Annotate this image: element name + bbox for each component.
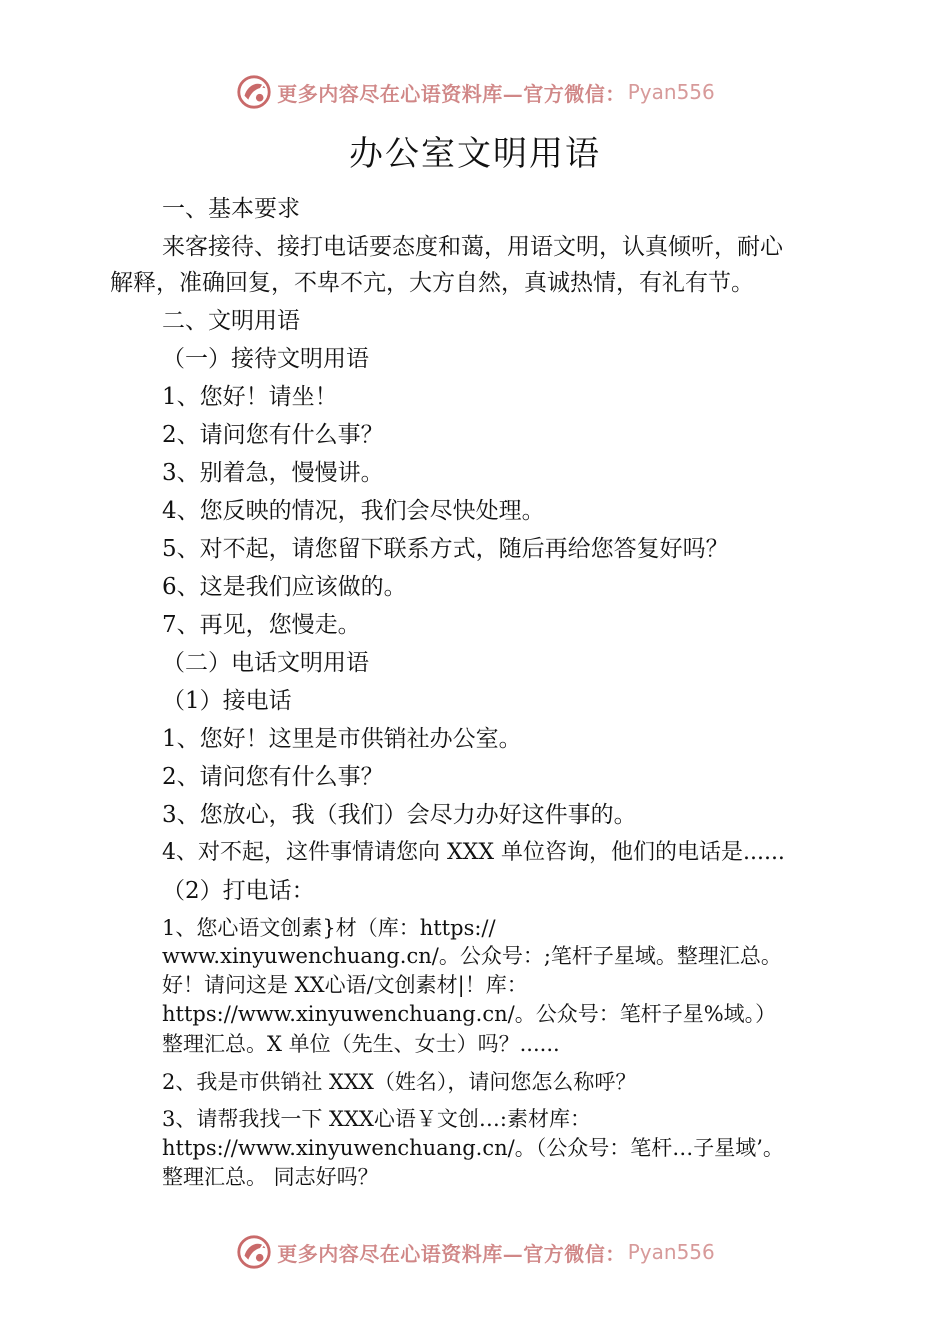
subsection-heading: （2）打电话： xyxy=(162,878,315,904)
list-item: 3、您放心，我（我们）会尽力办好这件事的。 xyxy=(162,802,637,828)
list-item: 7、再见，您慢走。 xyxy=(162,612,361,638)
watermark-handle: Pyan556 xyxy=(627,1240,715,1264)
list-item: 2、请问您有什么事？ xyxy=(162,764,384,790)
header-watermark-banner xyxy=(0,72,950,112)
footer-watermark-banner xyxy=(0,1232,950,1272)
section-heading: 一、基本要求 xyxy=(162,196,300,222)
list-item: 4、您反映的情况，我们会尽快处理。 xyxy=(162,498,545,524)
document-title: 办公室文明用语 xyxy=(349,134,601,174)
list-item: 2、我是市供销社 XXX（姓名），请问您怎么称呼？ xyxy=(162,1070,637,1094)
list-item: 3、别着急，慢慢讲。 xyxy=(162,460,384,486)
list-item: 1、您心语文创素}材（库：https:// xyxy=(162,916,496,940)
subsection-heading: （1）接电话 xyxy=(162,688,292,714)
list-item: 5、对不起，请您留下联系方式，随后再给您答复好吗？ xyxy=(162,536,729,562)
list-item-continuation: 整理汇总。X 单位（先生、女士）吗？...... xyxy=(162,1032,560,1056)
list-item: 1、您好！请坐！ xyxy=(162,384,338,410)
paragraph-line: 来客接待、接打电话要态度和蔼，用语文明，认真倾听，耐心 xyxy=(162,234,783,260)
watermark-text: 更多内容尽在心语资料库—官方微信： xyxy=(277,1241,626,1266)
subsection-heading: （一）接待文明用语 xyxy=(162,346,369,372)
list-item-continuation: https://www.xinyuwenchuang.cn/。（公众号：笔杆…子星域’。 xyxy=(162,1136,784,1160)
list-item: 4、对不起，这件事情请您向 XXX 单位咨询，他们的电话是...... xyxy=(162,840,785,865)
list-item-continuation: www.xinyuwenchuang.cn/。公众号：;笔杆子星域。整理汇总。 xyxy=(162,944,782,968)
list-item: 1、您好！这里是市供销社办公室。 xyxy=(162,726,522,752)
watermark-text: 更多内容尽在心语资料库—官方微信： xyxy=(277,81,626,106)
list-item: 6、这是我们应该做的。 xyxy=(162,574,407,600)
brand-logo-icon xyxy=(235,1233,273,1271)
watermark-handle: Pyan556 xyxy=(627,80,715,104)
section-heading: 二、文明用语 xyxy=(162,308,300,334)
subsection-heading: （二）电话文明用语 xyxy=(162,650,369,676)
list-item: 3、请帮我找一下 XXX心语￥文创…:素材库： xyxy=(162,1107,591,1131)
list-item: 2、请问您有什么事？ xyxy=(162,422,384,448)
list-item-continuation: 好！请问这是 XX心语/文创素材|！库： xyxy=(162,973,528,997)
paragraph-line: 解释，准确回复，不卑不亢，大方自然，真诚热情，有礼有节。 xyxy=(110,270,754,296)
list-item-continuation: https://www.xinyuwenchuang.cn/。公众号：笔杆子星%域。） xyxy=(162,1002,777,1026)
brand-logo-icon xyxy=(235,73,273,111)
list-item-continuation: 整理汇总。 同志好吗？ xyxy=(162,1165,379,1189)
